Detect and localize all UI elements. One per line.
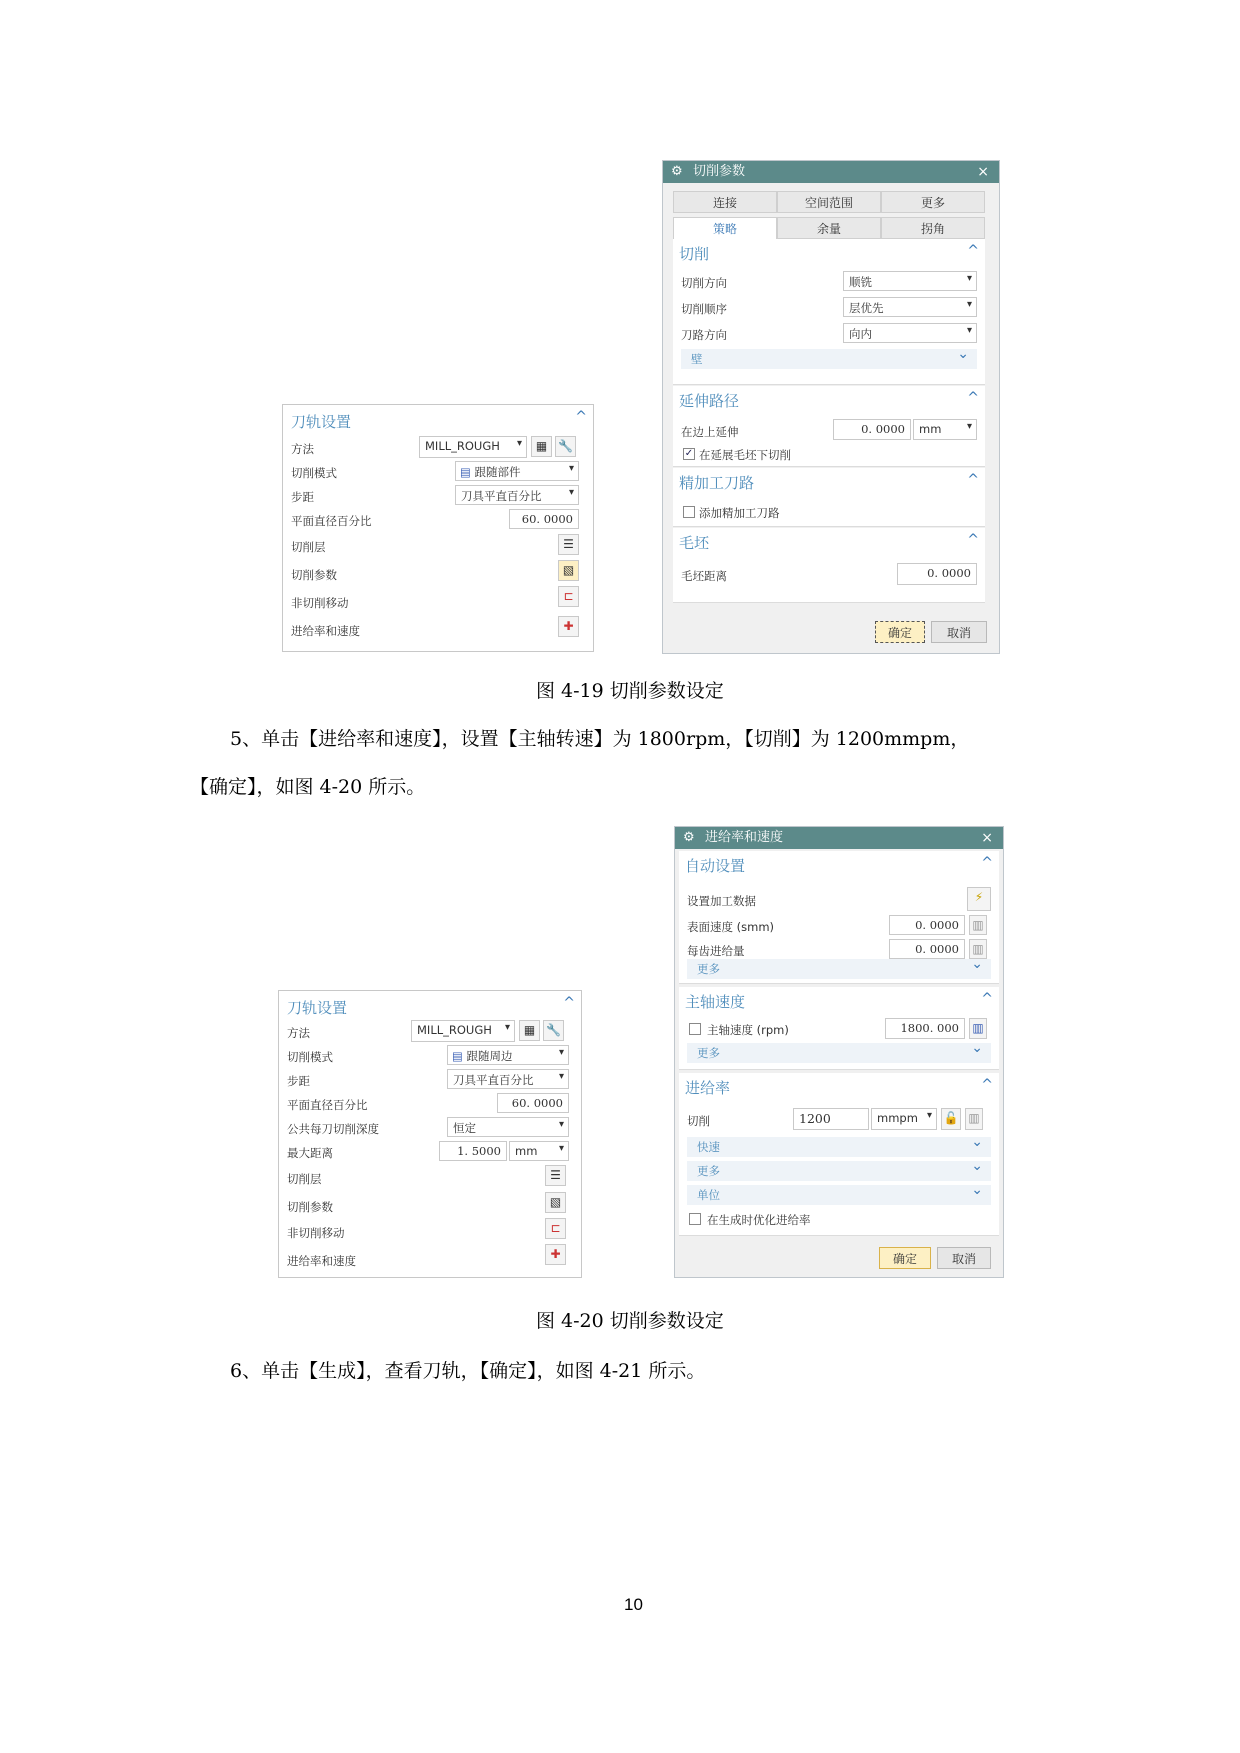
extend-unit-select[interactable]: mm ▾ <box>913 419 977 440</box>
cut-order-label: 切削顺序 <box>681 302 727 316</box>
stepover-label: 步距 <box>291 490 314 504</box>
common-depth-label: 公共每刀切削深度 <box>287 1122 379 1136</box>
follow-periphery-icon: ▤ <box>452 1049 463 1063</box>
collapse-caret-icon[interactable]: ^ <box>967 243 979 259</box>
section-extend-path <box>673 386 985 467</box>
surface-speed-label: 表面速度 (smm) <box>687 920 775 934</box>
cut-params-icon[interactable]: ▧ <box>558 560 579 581</box>
step5-line2: 【确定】，如图 4-20 所示。 <box>190 776 426 798</box>
more-subsection[interactable]: 更多 ⌄ <box>687 959 991 979</box>
lightning-icon[interactable]: ⚡ <box>967 887 991 911</box>
cancel-button[interactable]: 取消 <box>931 621 987 643</box>
cut-mode-select[interactable] <box>447 1045 569 1065</box>
cut-feed-label: 切削 <box>687 1114 710 1128</box>
stepover-label: 步距 <box>287 1074 310 1088</box>
step6-line1: 6、单击【生成】，查看刀轨，【确定】，如图 4-21 所示。 <box>230 1360 706 1382</box>
cancel-button[interactable]: 取消 <box>937 1247 991 1269</box>
section-auto-settings <box>679 851 999 984</box>
collapse-caret-icon[interactable]: ^ <box>575 409 587 425</box>
tab-spatial-range[interactable]: 空间范围 <box>777 191 881 213</box>
extend-edge-label: 在边上延伸 <box>681 425 739 439</box>
gear-icon: ⚙ <box>683 830 695 845</box>
section-auto-header: 自动设置 <box>685 857 746 875</box>
page-number: 10 <box>624 1595 643 1614</box>
collapse-caret-icon[interactable]: ^ <box>981 855 993 871</box>
cut-feed-input[interactable]: 1200 <box>793 1108 869 1130</box>
method-label: 方法 <box>287 1026 310 1040</box>
max-distance-input[interactable]: 1. 5000 <box>439 1141 507 1161</box>
add-finish-checkbox[interactable] <box>683 506 695 518</box>
more-subsection[interactable]: 更多 ⌄ <box>687 1161 991 1181</box>
set-data-label: 设置加工数据 <box>687 894 756 908</box>
collapse-caret-icon[interactable]: ^ <box>967 532 979 548</box>
cut-mode-select[interactable] <box>455 461 579 481</box>
feed-per-tooth-input[interactable]: 0. 0000 <box>889 939 965 959</box>
step5-line1: 5、单击【进给率和速度】，设置【主轴转速】为 1800rpm，【切削】为 1200mmpm， <box>230 728 970 750</box>
noncut-moves-icon[interactable]: ⊏ <box>558 586 579 607</box>
extend-blank-label: 在延展毛坯下切削 <box>699 448 791 462</box>
units-subsection[interactable]: 单位 ⌄ <box>687 1185 991 1205</box>
feeds-label: 进给率和速度 <box>291 624 360 638</box>
tab-strategy[interactable]: 策略 <box>673 217 777 239</box>
ok-button[interactable]: 确定 <box>879 1247 931 1269</box>
dialog-title: 切削参数 <box>693 164 746 179</box>
spindle-speed-checkbox[interactable] <box>689 1023 701 1035</box>
more-subsection[interactable]: 更多 ⌄ <box>687 1043 991 1063</box>
section-feed-header: 进给率 <box>685 1079 731 1097</box>
blank-distance-input[interactable]: 0. 0000 <box>897 563 977 585</box>
rapid-subsection[interactable]: 快速 ⌄ <box>687 1137 991 1157</box>
flat-percent-input[interactable]: 60. 0000 <box>497 1093 569 1113</box>
stepover-select[interactable]: 刀具平直百分比 ▾ <box>455 485 579 505</box>
noncut-label: 非切削移动 <box>287 1226 345 1240</box>
collapse-caret-icon[interactable]: ^ <box>967 390 979 406</box>
tab-stock[interactable]: 余量 <box>777 217 881 239</box>
flat-percent-input[interactable]: 60. 0000 <box>509 509 579 529</box>
max-distance-unit-select[interactable]: mm ▾ <box>509 1141 569 1161</box>
figure-caption-4-19: 图 4-19 切削参数设定 <box>536 680 724 702</box>
section-cut-header: 切削 <box>679 245 710 263</box>
method-select[interactable]: MILL_ROUGH ▾ <box>411 1020 515 1042</box>
flat-percent-label: 平面直径百分比 <box>287 1098 368 1112</box>
fig20-feeds-speeds-dialog <box>674 826 1004 1278</box>
method-label: 方法 <box>291 442 314 456</box>
tab-more[interactable]: 更多 <box>881 191 985 213</box>
extend-edge-input[interactable]: 0. 0000 <box>833 419 911 440</box>
cut-params-label: 切削参数 <box>291 568 337 582</box>
close-icon[interactable]: × <box>981 830 993 846</box>
stepover-select[interactable]: 刀具平直百分比 ▾ <box>447 1069 569 1089</box>
dialog-title: 进给率和速度 <box>705 830 784 845</box>
extend-blank-checkbox[interactable]: ✓ <box>684 448 694 459</box>
optimize-feed-label: 在生成时优化进给率 <box>707 1213 811 1227</box>
calculator-icon[interactable]: ▥ <box>965 1108 983 1130</box>
feeds-speeds-icon[interactable]: ✚ <box>545 1244 566 1265</box>
section-finish-header: 精加工刀路 <box>679 474 755 492</box>
lock-icon[interactable]: 🔓 <box>941 1108 961 1130</box>
cut-mode-label: 切削模式 <box>291 466 337 480</box>
spindle-speed-label: 主轴速度 (rpm) <box>707 1023 789 1037</box>
cut-order-select[interactable]: 层优先 ▾ <box>843 297 977 317</box>
calculator-icon[interactable]: ▥ <box>969 1018 987 1039</box>
noncut-label: 非切削移动 <box>291 596 349 610</box>
cut-params-icon[interactable]: ▧ <box>545 1192 566 1213</box>
fig19-path-settings-panel <box>282 404 594 652</box>
section-feed-rates <box>679 1073 999 1236</box>
panel-title: 刀轨设置 <box>287 999 348 1017</box>
spindle-speed-input[interactable]: 1800. 000 <box>885 1018 965 1039</box>
dialog-titlebar <box>663 161 999 183</box>
calculator-icon[interactable]: ▥ <box>969 939 987 959</box>
section-spindle-header: 主轴速度 <box>685 993 746 1011</box>
tab-connect[interactable]: 连接 <box>673 191 777 213</box>
section-finish-passes <box>673 468 985 527</box>
calculator-icon[interactable]: ▥ <box>969 915 987 935</box>
cut-levels-label: 切削层 <box>287 1172 322 1186</box>
optimize-feed-checkbox[interactable] <box>689 1213 701 1225</box>
section-blank-header: 毛坯 <box>679 534 710 552</box>
noncut-moves-icon[interactable]: ⊏ <box>545 1218 566 1239</box>
cut-levels-icon[interactable]: ☰ <box>545 1165 566 1186</box>
feeds-label: 进给率和速度 <box>287 1254 356 1268</box>
section-spindle-speed <box>679 987 999 1070</box>
cut-direction-select[interactable]: 顺铣 ▾ <box>843 271 977 291</box>
section-cut <box>673 239 985 385</box>
panel-title: 刀轨设置 <box>291 413 352 431</box>
path-direction-label: 刀路方向 <box>681 328 727 342</box>
gear-icon: ⚙ <box>671 164 683 179</box>
method-select[interactable]: MILL_ROUGH ▾ <box>419 436 527 458</box>
feeds-speeds-icon[interactable]: ✚ <box>558 616 579 637</box>
dialog-titlebar <box>675 827 1003 849</box>
cut-levels-label: 切削层 <box>291 540 326 554</box>
ok-button[interactable]: 确定 <box>875 621 925 643</box>
close-icon[interactable]: × <box>977 164 989 180</box>
fig19-cut-params-dialog <box>662 160 1000 654</box>
fig20-path-settings-panel <box>278 990 582 1278</box>
method-edit-icon[interactable]: ▦ <box>531 436 552 457</box>
wrench-icon[interactable]: 🔧 <box>543 1020 564 1041</box>
cut-direction-label: 切削方向 <box>681 276 727 290</box>
cut-mode-value: 跟随周边 <box>466 1049 513 1063</box>
section-extend-header: 延伸路径 <box>679 392 740 410</box>
max-distance-label: 最大距离 <box>287 1146 333 1160</box>
cut-params-label: 切削参数 <box>287 1200 333 1214</box>
section-blank <box>673 528 985 603</box>
collapse-caret-icon[interactable]: ^ <box>563 995 575 1011</box>
wall-subsection[interactable]: 壁 ⌄ <box>681 349 977 369</box>
path-direction-select[interactable]: 向内 ▾ <box>843 323 977 343</box>
tab-corners[interactable]: 拐角 <box>881 217 985 239</box>
common-depth-select[interactable]: 恒定 ▾ <box>447 1117 569 1137</box>
cut-mode-value: 跟随部件 <box>474 465 521 479</box>
collapse-caret-icon[interactable]: ^ <box>967 472 979 488</box>
collapse-caret-icon[interactable]: ^ <box>981 1077 993 1093</box>
flat-percent-label: 平面直径百分比 <box>291 514 372 528</box>
follow-part-icon: ▤ <box>460 465 471 479</box>
surface-speed-input[interactable]: 0. 0000 <box>889 915 965 935</box>
figure-caption-4-20: 图 4-20 切削参数设定 <box>536 1310 724 1332</box>
cut-levels-icon[interactable]: ☰ <box>558 534 579 555</box>
collapse-caret-icon[interactable]: ^ <box>981 991 993 1007</box>
method-edit-icon[interactable]: ▦ <box>519 1020 540 1041</box>
blank-distance-label: 毛坯距离 <box>681 569 727 583</box>
add-finish-label: 添加精加工刀路 <box>699 506 780 520</box>
wrench-icon[interactable]: 🔧 <box>555 436 576 457</box>
feed-per-tooth-label: 每齿进给量 <box>687 944 745 958</box>
cut-mode-label: 切削模式 <box>287 1050 333 1064</box>
cut-feed-unit-select[interactable]: mmpm ▾ <box>871 1108 937 1130</box>
